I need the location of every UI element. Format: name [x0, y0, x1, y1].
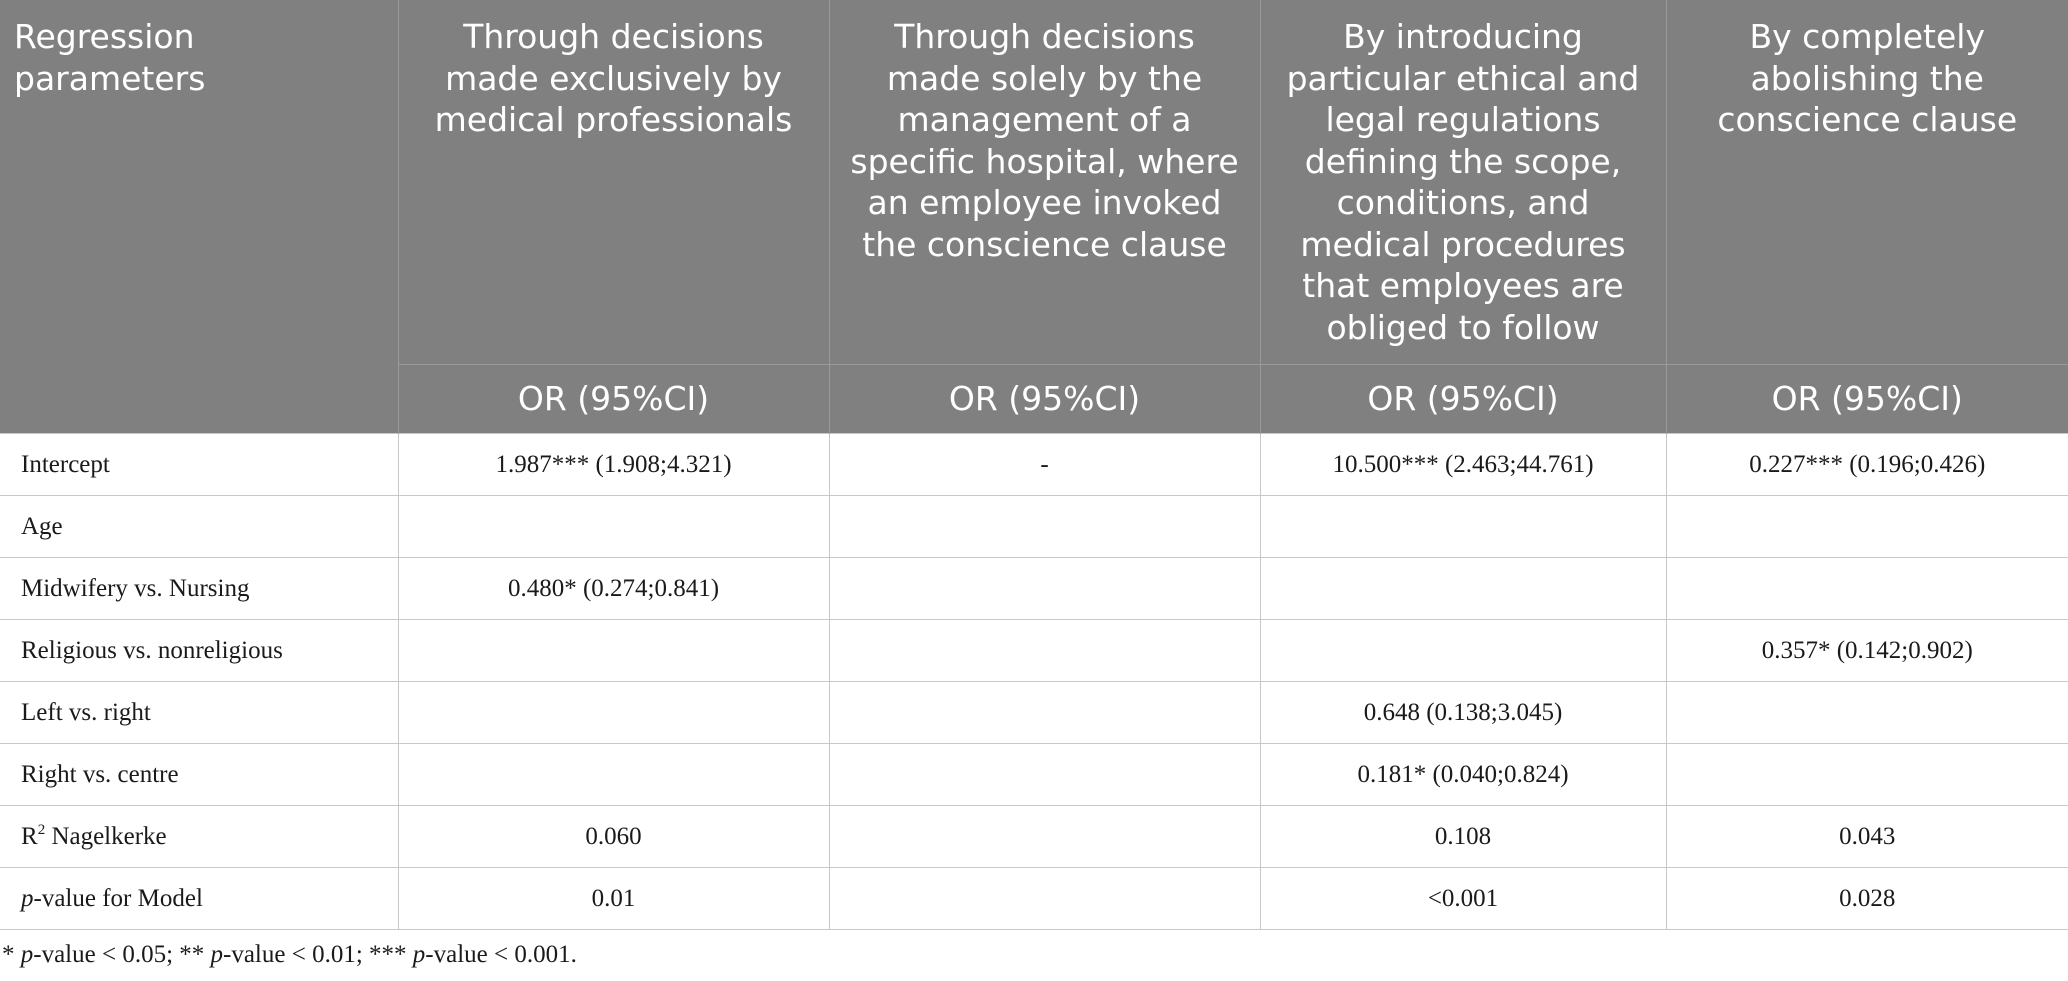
table-cell [1666, 744, 2068, 806]
table-cell: - [829, 434, 1260, 496]
table-cell [829, 682, 1260, 744]
table-footnote [2, 941, 577, 969]
table-cell: 0.043 [1666, 806, 2068, 868]
footnote-star-2: ** [179, 941, 211, 968]
column-header-label: By completely abolishing the conscience clause [1717, 17, 2018, 139]
table-row [0, 744, 2068, 806]
row-label: Midwifery vs. Nursing [0, 558, 398, 620]
footnote-text-1: -value < 0.05; [33, 941, 180, 968]
column-header-label: Through decisions made exclusively by medical professionals [434, 17, 793, 139]
column-header-label: By introducing particular ethical and legal regulations defining the scope, conditions, and medical procedures that employees are obliged to follow [1286, 17, 1640, 347]
row-label: Left vs. right [0, 682, 398, 744]
table-cell: 10.500*** (2.463;44.761) [1260, 434, 1666, 496]
row-label: Religious vs. nonreligious [0, 620, 398, 682]
table-row [0, 806, 2068, 868]
footnote-text-2: -value < 0.01; [223, 941, 370, 968]
table-row [0, 558, 2068, 620]
table-cell [1666, 496, 2068, 558]
table-body [0, 434, 2068, 930]
table-cell [1260, 620, 1666, 682]
table-cell [398, 620, 829, 682]
table-cell [398, 496, 829, 558]
table-cell [829, 558, 1260, 620]
footnote-star-1: * [2, 941, 21, 968]
table-cell [829, 620, 1260, 682]
r2-superscript: 2 [37, 821, 46, 838]
footnote-star-3: *** [369, 941, 413, 968]
row-label-r2 [0, 806, 398, 868]
r2-suffix: Nagelkerke [45, 822, 167, 850]
table-row [0, 434, 2068, 496]
footnote-p-2: p [210, 941, 224, 968]
table-cell: 0.227*** (0.196;0.426) [1666, 434, 2068, 496]
table-cell: 0.357* (0.142;0.902) [1666, 620, 2068, 682]
table-cell: 0.181* (0.040;0.824) [1260, 744, 1666, 806]
column-header-label: Through decisions made solely by the management of a specific hospital, where an employee invoked the conscience clause [850, 17, 1239, 264]
table-cell: 0.060 [398, 806, 829, 868]
table-cell [829, 868, 1260, 930]
table-cell: 0.108 [1260, 806, 1666, 868]
row-label-p-value [0, 868, 398, 930]
table-cell [1666, 558, 2068, 620]
footnote-text-3: -value < 0.001. [425, 941, 577, 968]
footnote-p-1: p [20, 941, 34, 968]
table-cell: 1.987*** (1.908;4.321) [398, 434, 829, 496]
subheader-or-2: OR (95%CI) [829, 365, 1260, 434]
column-header-2 [829, 0, 1260, 365]
r2-prefix: R [21, 822, 38, 850]
table-cell: 0.648 (0.138;3.045) [1260, 682, 1666, 744]
subheader-or-3: OR (95%CI) [1260, 365, 1666, 434]
row-label: Right vs. centre [0, 744, 398, 806]
table-cell [1260, 558, 1666, 620]
table-cell [829, 806, 1260, 868]
row-label: Age [0, 496, 398, 558]
table-row [0, 496, 2068, 558]
table-cell: <0.001 [1260, 868, 1666, 930]
p-italic: p [21, 884, 34, 912]
corner-header [0, 0, 398, 434]
table-cell [398, 682, 829, 744]
corner-header-label: Regression parameters [14, 17, 206, 98]
p-value-suffix: -value for Model [33, 884, 203, 912]
column-header-1 [398, 0, 829, 365]
table-cell: 0.480* (0.274;0.841) [398, 558, 829, 620]
table-cell [1260, 496, 1666, 558]
table-cell [398, 744, 829, 806]
table-cell [829, 496, 1260, 558]
footnote-p-3: p [412, 941, 426, 968]
subheader-or-1: OR (95%CI) [398, 365, 829, 434]
table-row [0, 682, 2068, 744]
column-header-4 [1666, 0, 2068, 365]
table-cell: 0.028 [1666, 868, 2068, 930]
subheader-or-4: OR (95%CI) [1666, 365, 2068, 434]
column-header-3 [1260, 0, 1666, 365]
table-header [0, 0, 2068, 434]
table-row [0, 868, 2068, 930]
header-row [0, 0, 2068, 365]
table-cell [1666, 682, 2068, 744]
table-cell: 0.01 [398, 868, 829, 930]
row-label: Intercept [0, 434, 398, 496]
table-row [0, 620, 2068, 682]
table-cell [829, 744, 1260, 806]
